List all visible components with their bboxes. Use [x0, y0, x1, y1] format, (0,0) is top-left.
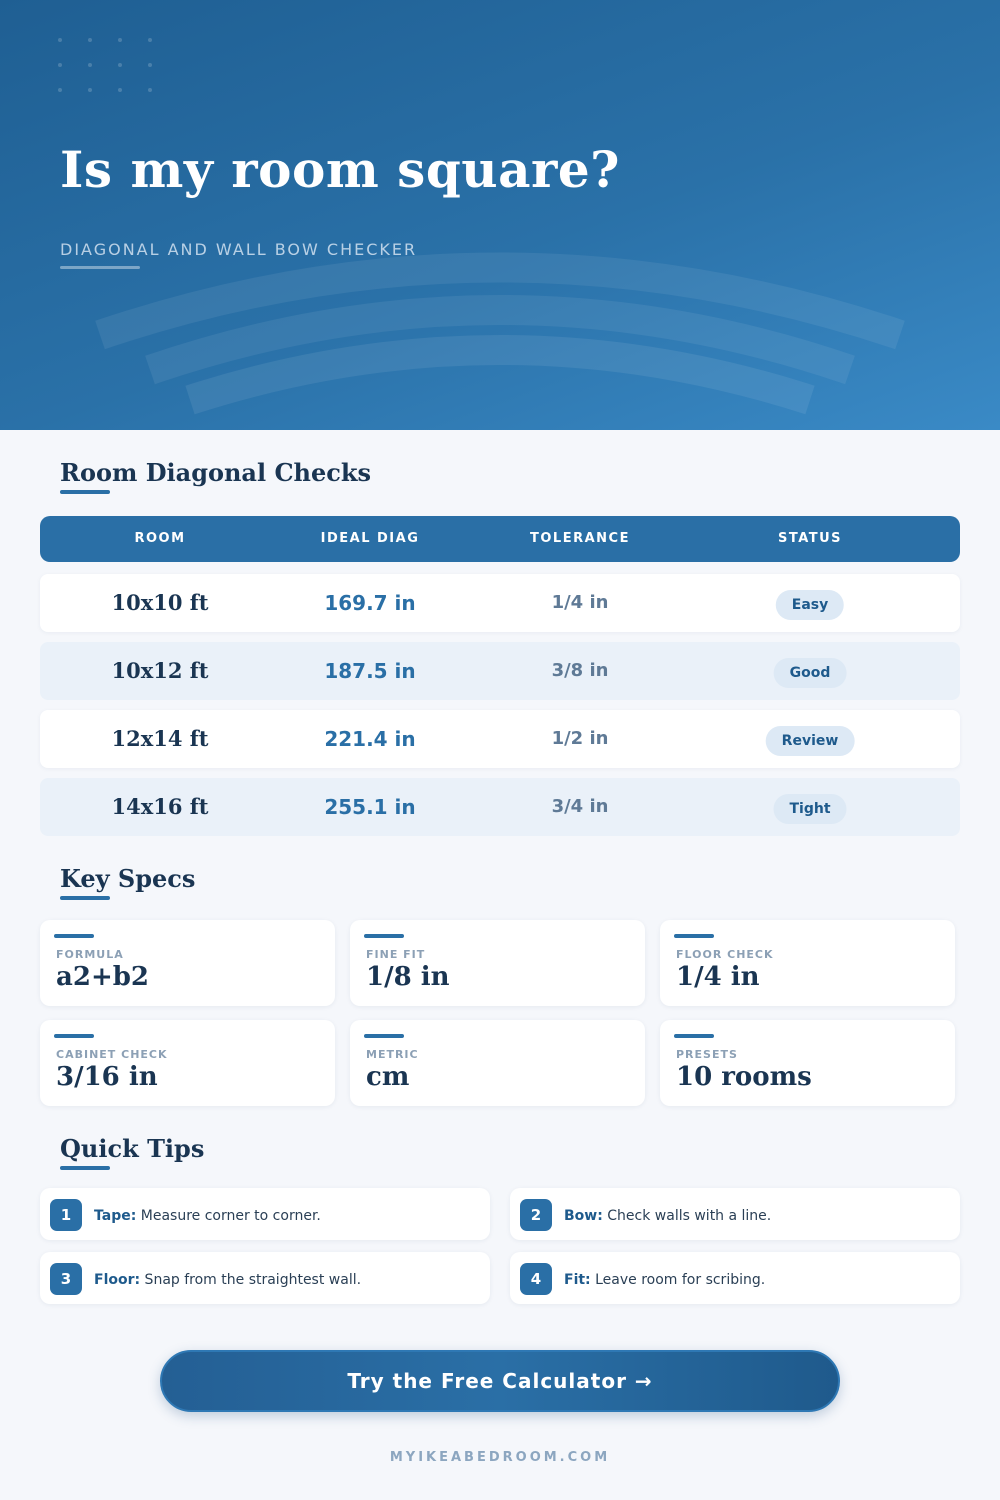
page-title: Is my room square?	[60, 140, 620, 199]
tolerance-value: 1/4 in	[551, 592, 609, 613]
tip-keyword: Tape:	[94, 1208, 137, 1224]
page-subtitle: DIAGONAL AND WALL BOW CHECKER	[60, 240, 418, 259]
spec-card-metric	[350, 1020, 645, 1106]
spec-value: 3/16 in	[56, 1062, 158, 1092]
room-size: 10x10 ft	[111, 590, 209, 615]
spec-card-formula	[40, 920, 335, 1006]
spec-accent-bar	[674, 934, 714, 938]
spec-accent-bar	[54, 1034, 94, 1038]
tip-keyword: Floor:	[94, 1272, 141, 1288]
tip-number: 4	[520, 1263, 552, 1295]
status-badge: Easy	[776, 590, 844, 620]
table-row	[40, 778, 960, 836]
header-tolerance: TOLERANCE	[530, 531, 630, 546]
section-title-tips: Quick Tips	[60, 1134, 205, 1163]
spec-value: a2+b2	[56, 962, 149, 992]
status-badge: Review	[766, 726, 855, 756]
tip-keyword: Bow:	[564, 1208, 603, 1224]
spec-label: FORMULA	[56, 948, 124, 961]
header-room: ROOM	[134, 531, 186, 546]
tip-card	[510, 1252, 960, 1304]
tip-text	[564, 1188, 771, 1240]
tip-text	[94, 1188, 321, 1240]
tolerance-value: 3/8 in	[551, 660, 609, 681]
ideal-diagonal: 255.1 in	[324, 795, 416, 819]
tip-text	[564, 1252, 765, 1304]
spec-accent-bar	[54, 934, 94, 938]
spec-accent-bar	[364, 934, 404, 938]
tolerance-value: 1/2 in	[551, 728, 609, 749]
ideal-diagonal: 169.7 in	[324, 591, 416, 615]
status-badge: Good	[774, 658, 847, 688]
section-underline	[60, 1166, 110, 1170]
hero-banner	[0, 0, 1000, 430]
spec-accent-bar	[364, 1034, 404, 1038]
spec-label: FLOOR CHECK	[676, 948, 774, 961]
spec-label: FINE FIT	[366, 948, 426, 961]
spec-card-presets	[660, 1020, 955, 1106]
table-row	[40, 642, 960, 700]
table-row	[40, 710, 960, 768]
spec-value: 1/4 in	[676, 962, 760, 992]
try-calculator-button[interactable]: Try the Free Calculator →	[160, 1350, 840, 1412]
footer-site-link[interactable]: MYIKEABEDROOM.COM	[389, 1450, 611, 1465]
spec-value: cm	[366, 1062, 410, 1092]
tip-card	[40, 1188, 490, 1240]
spec-label: CABINET CHECK	[56, 1048, 168, 1061]
tip-keyword: Fit:	[564, 1272, 591, 1288]
subtitle-underline	[60, 266, 140, 269]
spec-accent-bar	[674, 1034, 714, 1038]
room-size: 10x12 ft	[111, 658, 209, 683]
header-ideal-diag: IDEAL DIAG	[320, 531, 420, 546]
table-header	[40, 516, 960, 562]
ideal-diagonal: 187.5 in	[324, 659, 416, 683]
tip-number: 3	[50, 1263, 82, 1295]
section-underline	[60, 896, 110, 900]
spec-value: 10 rooms	[676, 1062, 812, 1092]
tolerance-value: 3/4 in	[551, 796, 609, 817]
spec-label: PRESETS	[676, 1048, 738, 1061]
tip-description: Measure corner to corner.	[136, 1208, 321, 1224]
tip-text	[94, 1252, 361, 1304]
room-size: 14x16 ft	[111, 794, 209, 819]
section-underline	[60, 490, 110, 494]
table-row	[40, 574, 960, 632]
ideal-diagonal: 221.4 in	[324, 727, 416, 751]
tip-number: 2	[520, 1199, 552, 1231]
spec-label: METRIC	[366, 1048, 419, 1061]
status-badge: Tight	[773, 794, 846, 824]
room-size: 12x14 ft	[111, 726, 209, 751]
tip-description: Check walls with a line.	[602, 1208, 772, 1224]
tip-description: Snap from the straightest wall.	[140, 1272, 362, 1288]
spec-value: 1/8 in	[366, 962, 450, 992]
header-status: STATUS	[777, 531, 843, 546]
section-title-specs: Key Specs	[60, 864, 196, 893]
decorative-arcs	[0, 0, 1000, 430]
tip-description: Leave room for scribing.	[590, 1272, 766, 1288]
spec-card-fine-fit	[350, 920, 645, 1006]
section-title-diagonals: Room Diagonal Checks	[60, 458, 372, 487]
tip-number: 1	[50, 1199, 82, 1231]
tip-card	[40, 1252, 490, 1304]
tip-card	[510, 1188, 960, 1240]
spec-card-cabinet-check	[40, 1020, 335, 1106]
spec-card-floor-check	[660, 920, 955, 1006]
